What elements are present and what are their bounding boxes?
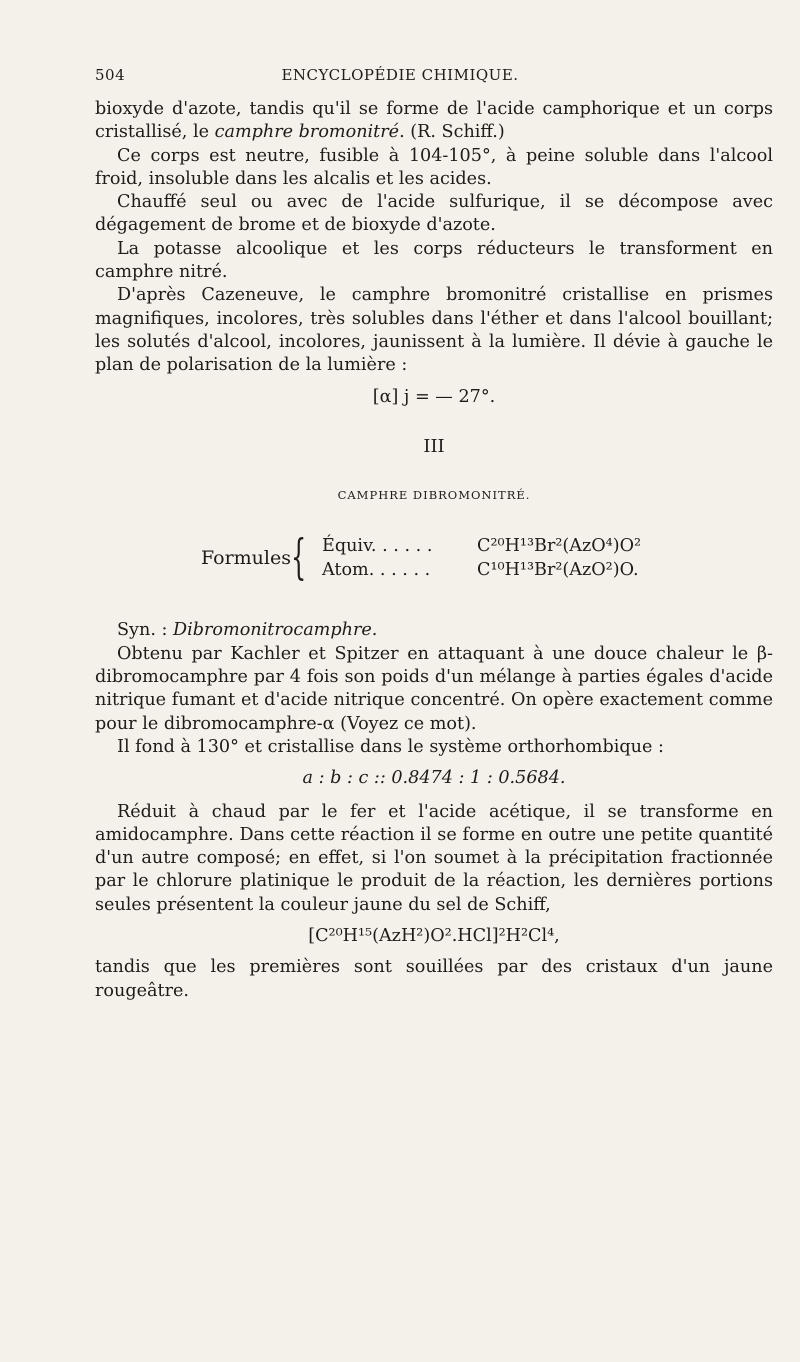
italic-term: camphre bromonitré [214,122,400,143]
page-body [95,98,773,1003]
italic-term: Dibromonitrocamphre. [173,620,378,641]
text-run: bioxyde d'azote, tandis qu'il se forme de l'acide camphorique et un corps cristallisé, le [95,99,773,143]
section-title: CAMPHRE DIBROMONITRÉ. [337,488,531,503]
text-run: Syn. : [117,620,174,641]
text-run: . (R. Schiff.) [399,122,505,143]
equiv-label: Équiv. . . . . . [322,536,433,557]
salt-formula: [C²⁰H¹⁵(AzH²)O².HCl]²H²Cl⁴, [308,926,560,947]
paragraph: Ce corps est neutre, fusible à 104-105°, à peine soluble dans l'alcool froid, insoluble dans les alcalis et les acides. [95,145,773,189]
axes-ratio-equation: a : b : c :: 0.8474 : 1 : 0.5684. [302,768,566,789]
paragraph: Obtenu par Kachler et Spitzer en attaquant à une douce chaleur le β-dibromocamphre par 4 fois son poids d'un mélange à parties égales d'acide nitrique fumant et d'acide nitrique concentré. On opère exactement comme pour le dibromocamphre-α (Voyez ce mot). [95,643,773,734]
rotation-equation: [α] j = — 27°. [372,386,496,407]
formula-label: Formules [201,547,291,570]
paragraph: Réduit à chaud par le fer et l'acide acétique, il se transforme en amidocamphre. Dans cette réaction il se forme en outre une petite quantité d'un autre composé; en effet, si l'on soumet à la précipitation fractionnée par le chlorure platinique le produit de la réaction, les dernières portions seules présentent la couleur jaune du sel de Schiff, [95,801,773,915]
atom-label: Atom. . . . . . [322,560,431,581]
formula-row-atom [322,559,639,582]
equiv-formula: C²⁰H¹³Br²(AzO⁴)O² [477,536,642,557]
synonym-line [95,619,773,642]
section-numeral: III [423,435,445,457]
formula-block [95,531,773,591]
paragraph-end: tandis que les premières sont souillées par des cristaux d'un jaune rougeâtre. [95,957,773,1001]
formula-row-equiv [322,535,641,558]
paragraph-continuation [95,98,773,145]
paragraph: D'après Cazeneuve, le camphre bromonitré cristallise en prismes magnifiques, incolores, très solubles dans l'éther et dans l'alcool bouillant; les solutés d'alcool, incolores, jaunissent à la lumière. Il dévie à gauche le plan de polarisation de la lumière : [95,285,773,376]
paragraph: La potasse alcoolique et les corps réducteurs le transforment en camphre nitré. [95,238,773,283]
page-number: 504 [95,66,126,84]
brace-icon: { [291,529,307,586]
atom-formula: C¹⁰H¹³Br²(AzO²)O. [477,560,639,581]
page-header [95,66,705,90]
paragraph: Il fond à 130° et cristallise dans le système orthorhombique : [117,736,664,757]
paragraph: Chauffé seul ou avec de l'acide sulfurique, il se décompose avec dégagement de brome et de bioxyde d'azote. [95,192,773,236]
running-title: ENCYCLOPÉDIE CHIMIQUE. [281,66,519,84]
